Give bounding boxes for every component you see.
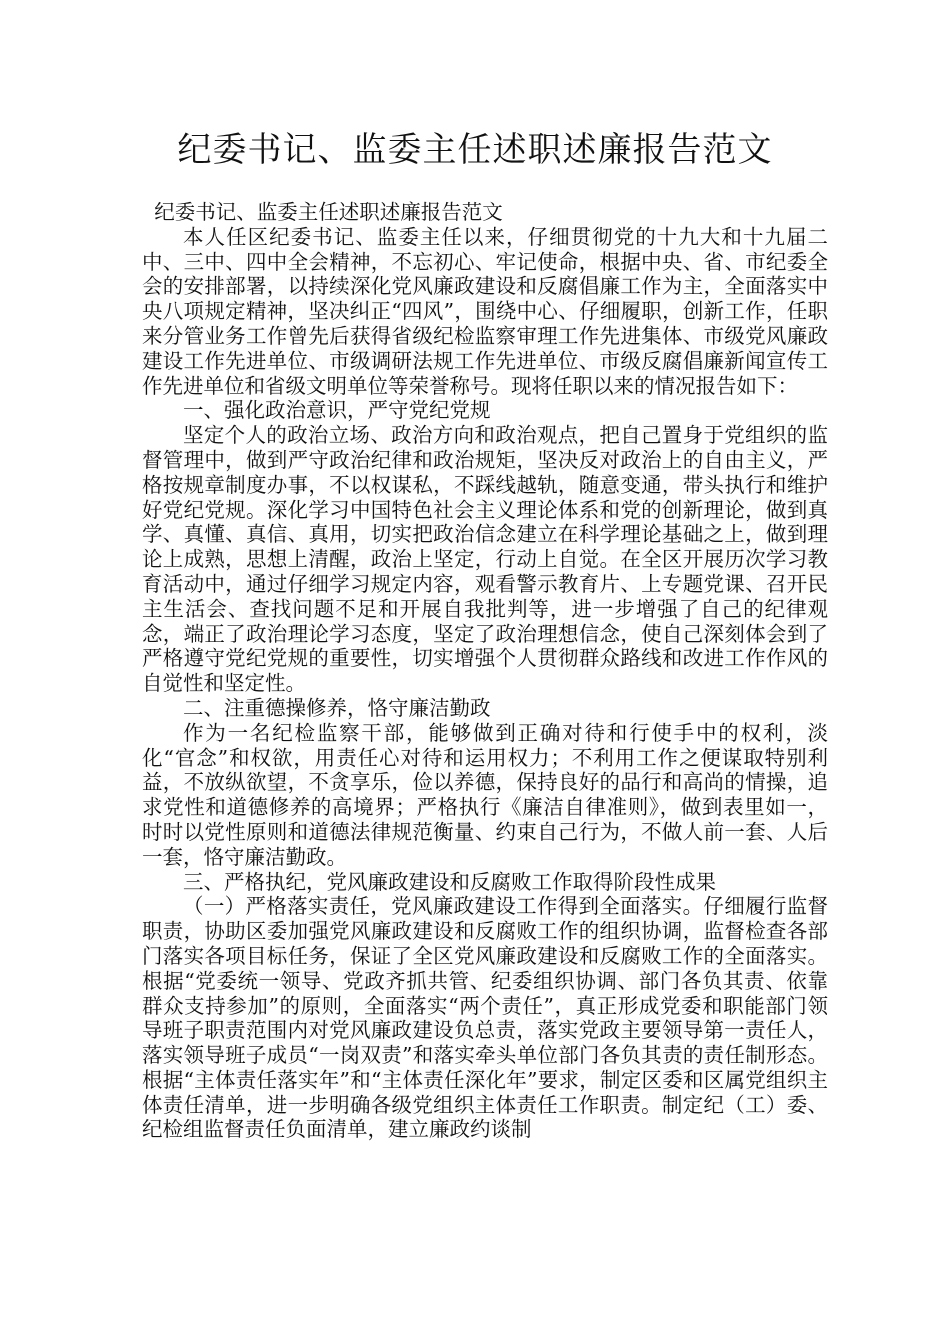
section-1-heading: 一、强化政治意识，严守党纪党规 bbox=[183, 398, 491, 423]
section-2-paragraph: 作为一名纪检监察干部，能够做到正确对待和行使手中的权利，淡化“官念”和权欲，用责任心对待和运用权力；不利用工作之便谋取特别利益，不放纵欲望，不贪享乐，俭以养德，保持良好的品行和高尚的情操，追求党性和道德修养的高境界；严格执行《廉洁自律准则》，做到表里如一，时时以党性原则和道德法律规范衡量、约束自己行为，不做人前一套、人后一套，恪守廉洁勤政。 bbox=[142, 720, 828, 869]
intro-paragraph: 本人任区纪委书记、监委主任以来，仔细贯彻党的十九大和十九届二中、三中、四中全会精神，不忘初心、牢记使命，根据中央、省、市纪委全会的安排部署，以持续深化党风廉政建设和反腐倡廉工作为主，全面落实中央八项规定精神，坚决纠正“四风”，围绕中心、仔细履职，创新工作，任职来分管业务工作曾先后获得省级纪检监察审理工作先进集体、市级党风廉政建设工作先进单位、市级调研法规工作先进单位、市级反腐倡廉新闻宣传工作先进单位和省级文明单位等荣誉称号。现将任职以来的情况报告如下： bbox=[142, 224, 828, 398]
section-2-heading: 二、注重德操修养，恪守廉洁勤政 bbox=[183, 695, 491, 720]
section-3-subsection-1-paragraph: （一）严格落实责任，党风廉政建设工作得到全面落实。仔细履行监督职责，协助区委加强党风廉政建设和反腐败工作的组织协调，监督检查各部门落实各项目标任务，保证了全区党风廉政建设和反腐败工作的全面落实。根据“党委统一领导、党政齐抓共管、纪委组织协调、部门各负其责、依靠群众支持参加”的原则，全面落实“两个责任”，真正形成党委和职能部门领导班子职责范围内对党风廉政建设负总责，落实党政主要领导第一责任人，落实领导班子成员“一岗双责”和落实牵头单位部门各负其责的责任制形态。根据“主体责任落实年”和“主体责任深化年”要求，制定区委和区属党组织主体责任清单，进一步明确各级党组织主体责任工作职责。制定纪（工）委、纪检组监督责任负面清单，建立廉政约谈制 bbox=[142, 894, 828, 1142]
document-subtitle: 纪委书记、监委主任述职述廉报告范文 bbox=[154, 200, 503, 224]
document-title: 纪委书记、监委主任述职述廉报告范文 bbox=[177, 130, 773, 170]
document-body bbox=[142, 200, 828, 1142]
section-1-paragraph: 坚定个人的政治立场、政治方向和政治观点，把自己置身于党组织的监督管理中，做到严守政治纪律和政治规矩，坚决反对政治上的自由主义，严格按规章制度办事，不以权谋私，不踩线越轨，随意变通，带头执行和维护好党纪党规。深化学习中国特色社会主义理论体系和党的创新理论，做到真学、真懂、真信、真用，切实把政治信念建立在科学理论基础之上，做到理论上成熟，思想上清醒，政治上坚定，行动上自觉。在全区开展历次学习教育活动中，通过仔细学习规定内容，观看警示教育片、上专题党课、召开民主生活会、查找问题不足和开展自我批判等，进一步增强了自己的纪律观念，端正了政治理论学习态度，坚定了政治理想信念，使自己深刻体会到了严格遵守党纪党规的重要性，切实增强个人贯彻群众路线和改进工作作风的自觉性和坚定性。 bbox=[142, 423, 828, 696]
section-3-heading: 三、严格执纪，党风廉政建设和反腐败工作取得阶段性成果 bbox=[183, 869, 716, 894]
